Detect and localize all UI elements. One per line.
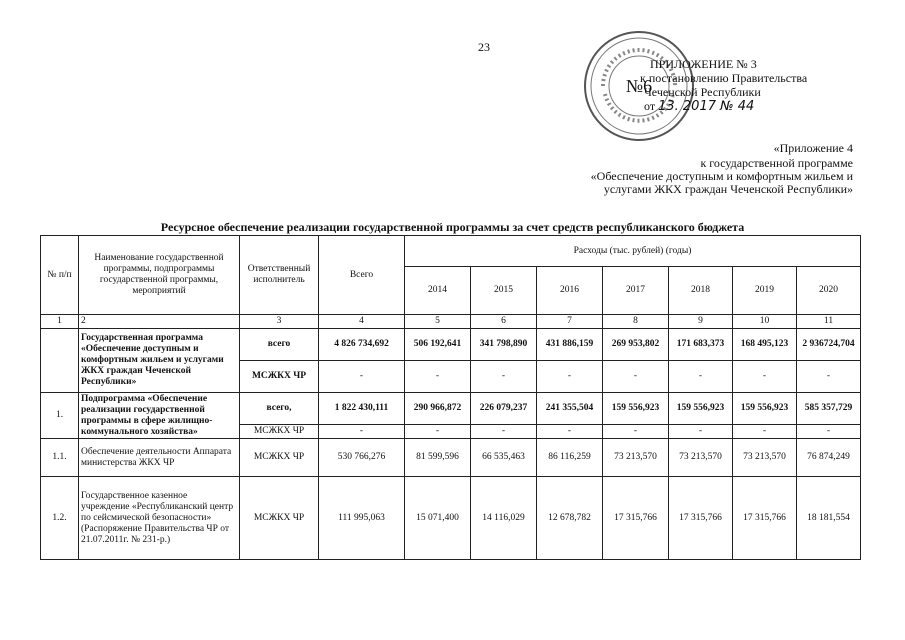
index-cell: 5 [405,315,471,329]
value-cell: 14 116,029 [471,477,537,560]
value-cell: - [797,425,861,439]
value-cell: 4 826 734,692 [319,329,405,361]
row-executor: МСЖКХ ЧР [240,439,319,477]
value-cell: 17 315,766 [603,477,669,560]
row-name: Обеспечение деятельности Аппарата министерства ЖКХ ЧР [79,439,240,477]
value-cell: 73 213,570 [603,439,669,477]
value-cell: 241 355,504 [537,393,603,425]
value-cell: - [405,361,471,393]
value-cell: - [669,425,733,439]
row-name: Подпрограмма «Обеспечение реализации государственной программы в сфере жилищно-коммунального хозяйства» [79,393,240,439]
value-cell: - [733,425,797,439]
header-year: 2015 [471,267,537,315]
previous-appendix-label: «Приложение 4 [773,141,853,155]
value-cell: 506 192,641 [405,329,471,361]
value-cell: - [537,361,603,393]
value-cell: 431 886,159 [537,329,603,361]
value-cell: 111 995,063 [319,477,405,560]
row-executor: всего, [240,393,319,425]
header-year: 2018 [669,267,733,315]
header-year: 2020 [797,267,861,315]
value-cell: 2 936724,704 [797,329,861,361]
value-cell: 12 678,782 [537,477,603,560]
index-cell: 6 [471,315,537,329]
value-cell: 66 535,463 [471,439,537,477]
index-cell: 9 [669,315,733,329]
row-num: 1.1. [41,439,79,477]
value-cell: 15 071,400 [405,477,471,560]
header-year: 2014 [405,267,471,315]
table-row [41,439,861,477]
value-cell: - [537,425,603,439]
value-cell: - [603,425,669,439]
header-executor: Ответственный исполнитель [240,236,319,315]
row-executor: МСЖКХ ЧР [240,425,319,439]
value-cell: 17 315,766 [733,477,797,560]
value-cell: - [669,361,733,393]
index-cell: 10 [733,315,797,329]
program-ref-line: «Обеспечение доступным и комфортным жильем и [590,169,853,183]
value-cell: 159 556,923 [603,393,669,425]
index-cell: 7 [537,315,603,329]
header-name: Наименование государственной программы, подпрограммы государственной программы, мероприятий [79,236,240,315]
program-ref-line: к государственной программе [700,156,853,170]
program-reference [493,157,853,196]
value-cell: - [733,361,797,393]
program-ref-line: услугами ЖКХ граждан Чеченской Республики» [603,182,853,196]
value-cell: - [603,361,669,393]
date-prefix: от [644,99,656,113]
value-cell: 18 181,554 [797,477,861,560]
value-cell: 86 116,259 [537,439,603,477]
header-num: № п/п [41,236,79,315]
row-name: Государственное казенное учреждение «Республиканский центр по сейсмической безопасности» (Распоряжение Правительства ЧР от 21.07.2011г. № 231-р.) [79,477,240,560]
index-cell: 3 [240,315,319,329]
value-cell: 530 766,276 [319,439,405,477]
svg-text:№6: №6 [625,76,653,96]
value-cell: 171 683,373 [669,329,733,361]
row-executor: МСЖКХ ЧР [240,361,319,393]
row-num: 1. [41,393,79,439]
value-cell: 81 599,596 [405,439,471,477]
table-row [41,393,861,425]
value-cell: 226 079,237 [471,393,537,425]
value-cell: 73 213,570 [733,439,797,477]
table-title: Ресурсное обеспечение реализации государственной программы за счет средств республиканского бюджета [160,220,745,234]
value-cell: 76 874,249 [797,439,861,477]
value-cell: - [797,361,861,393]
header-total: Всего [319,236,405,315]
value-cell: - [471,361,537,393]
index-row [41,315,861,329]
value-cell: 73 213,570 [669,439,733,477]
index-cell: 2 [79,315,240,329]
appendix-line2: к постановлению Правительства [640,71,808,85]
value-cell: 159 556,923 [669,393,733,425]
value-cell: 290 966,872 [405,393,471,425]
value-cell: - [405,425,471,439]
appendix-line3: Чеченской Республики [644,85,761,99]
value-cell: 17 315,766 [669,477,733,560]
resource-table [40,235,861,560]
header-year: 2017 [603,267,669,315]
table-row [41,329,861,361]
value-cell: 341 798,890 [471,329,537,361]
value-cell: 159 556,923 [733,393,797,425]
value-cell: - [319,425,405,439]
value-cell: - [471,425,537,439]
handwritten-date: 13. 2017 № 44 [658,99,755,114]
value-cell: - [319,361,405,393]
index-cell: 8 [603,315,669,329]
header-year: 2016 [537,267,603,315]
appendix-title: ПРИЛОЖЕНИЕ № 3 [650,57,757,71]
value-cell: 168 495,123 [733,329,797,361]
row-executor: МСЖКХ ЧР [240,477,319,560]
index-cell: 1 [41,315,79,329]
row-num [41,329,79,393]
value-cell: 585 357,729 [797,393,861,425]
header-expenses: Расходы (тыс. рублей) (годы) [405,236,861,267]
value-cell: 1 822 430,111 [319,393,405,425]
appendix-block [640,57,890,114]
header-row [41,236,861,267]
value-cell: 269 953,802 [603,329,669,361]
table-row [41,477,861,560]
page-number: 23 [478,40,490,54]
index-cell: 4 [319,315,405,329]
header-year: 2019 [733,267,797,315]
row-name: Государственная программа «Обеспечение доступным и комфортным жильем и услугами ЖКХ граждан Чеченской Республики» [79,329,240,393]
index-cell: 11 [797,315,861,329]
row-executor: всего [240,329,319,361]
row-num: 1.2. [41,477,79,560]
